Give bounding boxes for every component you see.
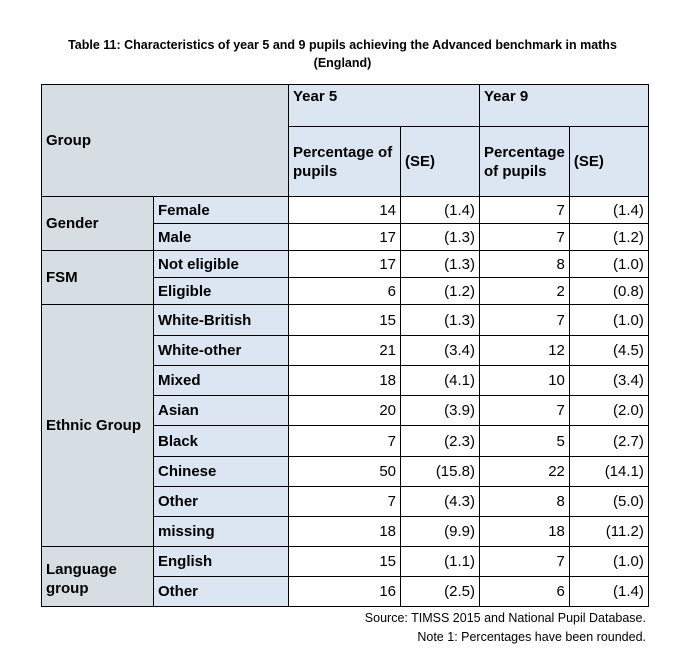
header-pct-year5: Percentage of pupils [289,127,401,197]
year5-se: (4.1) [401,366,480,396]
year9-se: (1.4) [569,577,648,607]
year9-percentage: 7 [480,305,570,336]
row-label: Black [154,426,289,457]
year5-percentage: 15 [289,547,401,577]
year9-se: (1.0) [569,305,648,336]
row-label: White-other [154,336,289,366]
source-note: Source: TIMSS 2015 and National Pupil Database. [364,611,646,625]
year9-se: (4.5) [569,336,648,366]
year9-percentage: 6 [480,577,570,607]
year5-se: (1.3) [401,251,480,278]
year5-percentage: 15 [289,305,401,336]
year5-se: (1.3) [401,305,480,336]
year9-percentage: 7 [480,224,570,251]
table-row [42,251,649,278]
year9-percentage: 8 [480,251,570,278]
year9-percentage: 2 [480,278,570,305]
year5-se: (4.3) [401,487,480,517]
year9-se: (14.1) [569,457,648,487]
year5-se: (1.4) [401,197,480,224]
year9-se: (11.2) [569,517,648,547]
group-label: Ethnic Group [42,305,154,547]
year9-se: (0.8) [569,278,648,305]
row-label: Female [154,197,289,224]
year5-percentage: 16 [289,577,401,607]
table-title-line2: (England) [313,56,372,70]
rounding-note: Note 1: Percentages have been rounded. [417,630,646,644]
year5-percentage: 14 [289,197,401,224]
benchmark-table [41,84,649,607]
header-pct-year9: Percentage of pupils [480,127,570,197]
year5-se: (15.8) [401,457,480,487]
year5-se: (1.3) [401,224,480,251]
table-title [30,36,655,72]
year5-se: (9.9) [401,517,480,547]
header-se-year5: (SE) [401,127,480,197]
year9-percentage: 7 [480,547,570,577]
table-body [42,197,649,607]
table-title-line1: Table 11: Characteristics of year 5 and 9 pupils achieving the Advanced benchmark in maths [68,38,617,52]
year5-se: (1.2) [401,278,480,305]
year9-se: (1.0) [569,547,648,577]
year5-se: (1.1) [401,547,480,577]
row-label: Eligible [154,278,289,305]
header-group: Group [42,85,289,197]
year5-percentage: 18 [289,366,401,396]
year9-se: (2.7) [569,426,648,457]
row-label: Other [154,577,289,607]
year9-percentage: 8 [480,487,570,517]
year5-se: (3.4) [401,336,480,366]
year5-percentage: 6 [289,278,401,305]
year9-percentage: 7 [480,197,570,224]
row-label: Mixed [154,366,289,396]
year9-percentage: 10 [480,366,570,396]
year9-percentage: 5 [480,426,570,457]
year9-percentage: 7 [480,396,570,426]
row-label: Not eligible [154,251,289,278]
year5-se: (3.9) [401,396,480,426]
group-label: Language group [42,547,154,607]
row-label: White-British [154,305,289,336]
header-year9: Year 9 [480,85,649,127]
year5-percentage: 21 [289,336,401,366]
year5-percentage: 20 [289,396,401,426]
year9-se: (1.2) [569,224,648,251]
year5-se: (2.3) [401,426,480,457]
year9-se: (2.0) [569,396,648,426]
group-label: Gender [42,197,154,251]
year9-percentage: 22 [480,457,570,487]
year5-percentage: 7 [289,426,401,457]
table-row [42,305,649,336]
year5-percentage: 18 [289,517,401,547]
row-label: Asian [154,396,289,426]
year5-se: (2.5) [401,577,480,607]
year9-percentage: 12 [480,336,570,366]
row-label: Other [154,487,289,517]
header-year5: Year 5 [289,85,480,127]
row-label: Chinese [154,457,289,487]
year5-percentage: 17 [289,224,401,251]
year9-percentage: 18 [480,517,570,547]
footnotes [365,609,646,647]
table-header [42,85,649,197]
year5-percentage: 7 [289,487,401,517]
year5-percentage: 17 [289,251,401,278]
year5-percentage: 50 [289,457,401,487]
header-se-year9: (SE) [569,127,648,197]
year9-se: (3.4) [569,366,648,396]
row-label: Male [154,224,289,251]
table-row [42,197,649,224]
year9-se: (1.0) [569,251,648,278]
row-label: English [154,547,289,577]
table-row [42,547,649,577]
year9-se: (5.0) [569,487,648,517]
group-label: FSM [42,251,154,305]
row-label: missing [154,517,289,547]
year9-se: (1.4) [569,197,648,224]
